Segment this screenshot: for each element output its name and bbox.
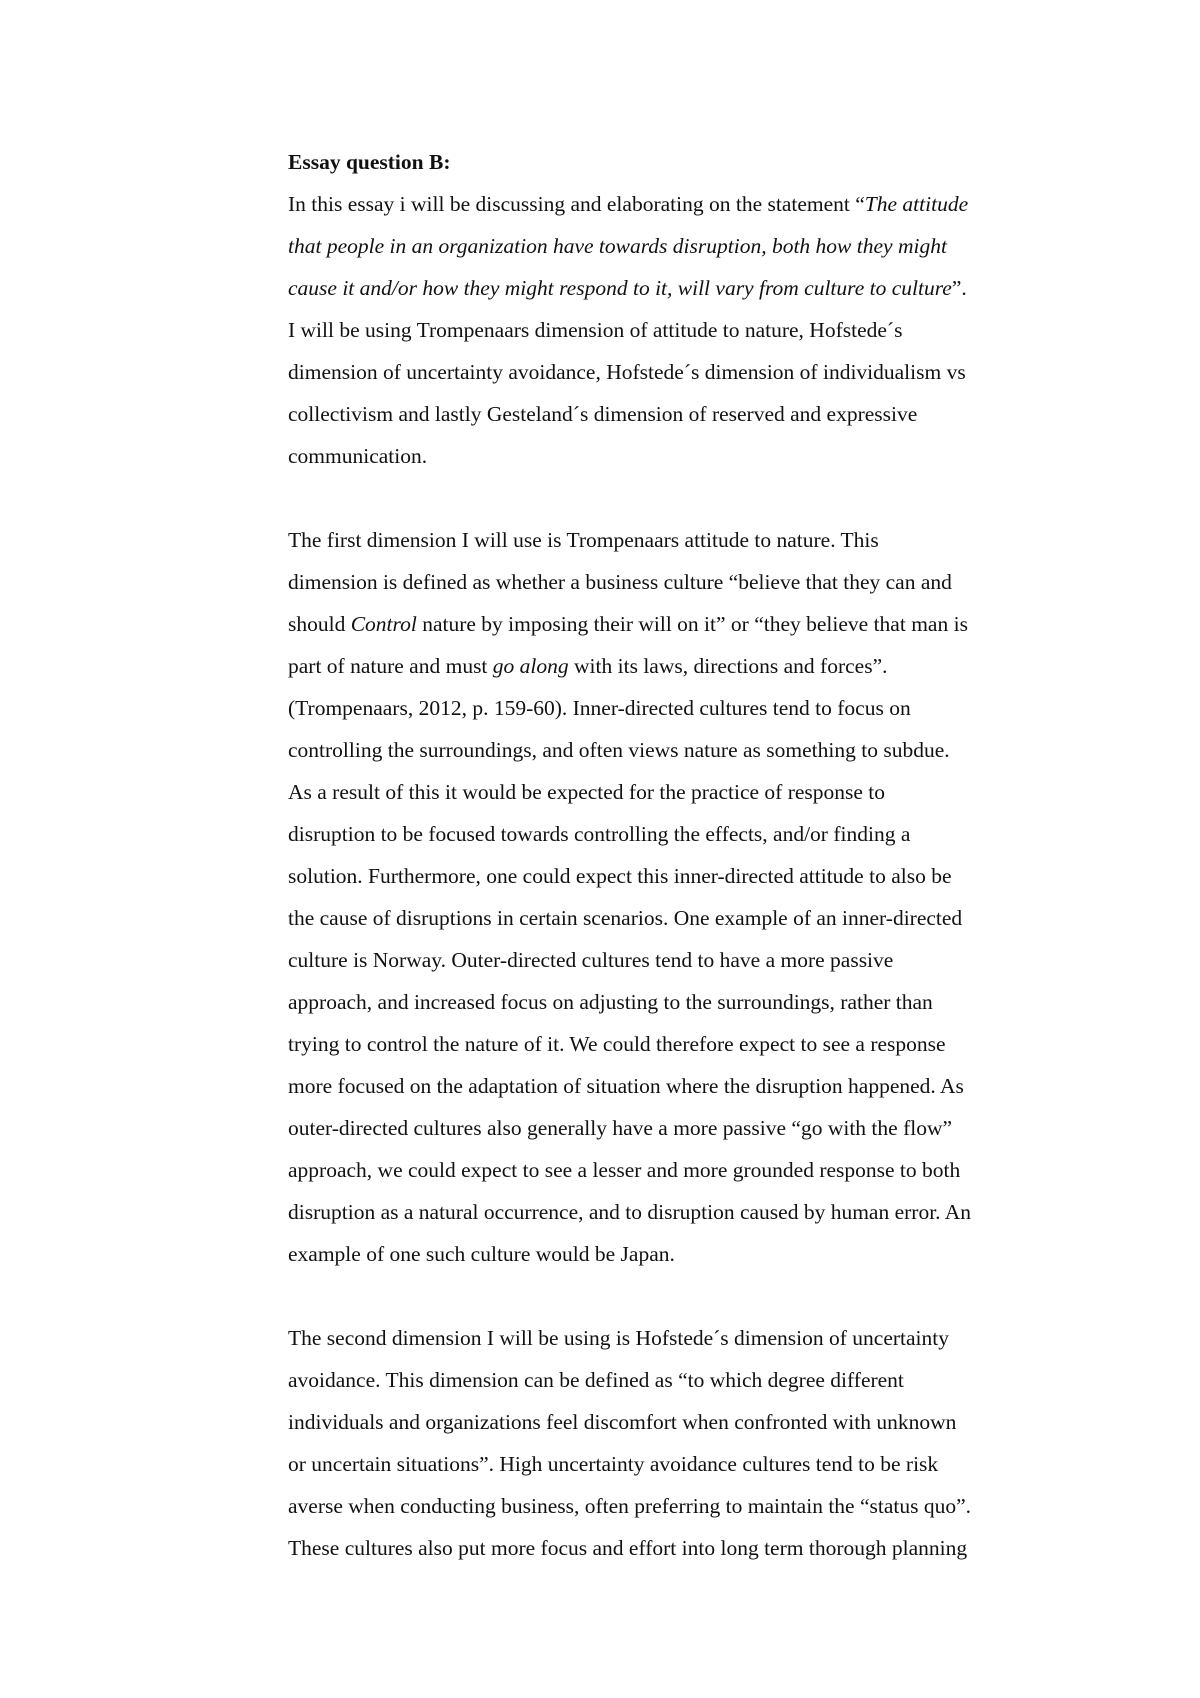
text-span: nature by imposing their will on it” or “they believe that man is [416,612,968,636]
text-line: dimension is defined as whether a business culture “believe that they can and [288,570,952,594]
text-line: averse when conducting business, often preferring to maintain the “status quo”. [288,1494,972,1518]
italic-quote: cause it and/or how they might respond to it, will vary from culture to culture [288,276,952,300]
text-line: outer-directed cultures also generally have a more passive “go with the flow” [288,1116,953,1140]
text-line: communication. [288,444,428,468]
text-line: individuals and organizations feel discomfort when confronted with unknown [288,1410,957,1434]
text-line: As a result of this it would be expected for the practice of response to [288,780,886,804]
text-line: more focused on the adaptation of situation where the disruption happened. As [288,1074,964,1098]
text-line: or uncertain situations”. High uncertainty avoidance cultures tend to be risk [288,1452,939,1476]
text-span: with its laws, directions and forces”. [568,654,888,678]
text-span: part of nature and must [288,654,493,678]
text-line: These cultures also put more focus and effort into long term thorough planning [288,1536,968,1560]
text-span: should [288,612,351,636]
text-line: solution. Furthermore, one could expect this inner-directed attitude to also be [288,864,952,888]
paragraph-trompenaars [288,519,1078,1275]
text-line: the cause of disruptions in certain scenarios. One example of an inner-directed [288,906,963,930]
text-span: ”. [951,276,967,300]
text-span: In this essay i will be discussing and elaborating on the statement “ [288,192,865,216]
italic-term: go along [492,654,569,678]
document-body [288,141,1078,1569]
essay-heading: Essay question B: [288,150,451,174]
italic-quote: The attitude [864,192,969,216]
text-line: The second dimension I will be using is Hofstede´s dimension of uncertainty [288,1326,949,1350]
italic-term: Control [350,612,417,636]
text-line: The first dimension I will use is Trompenaars attitude to nature. This [288,528,879,552]
text-line [288,645,1078,687]
text-line: trying to control the nature of it. We could therefore expect to see a response [288,1032,946,1056]
text-line: (Trompenaars, 2012, p. 159-60). Inner-directed cultures tend to focus on [288,696,911,720]
paragraph-gap [288,1275,1078,1317]
text-line: approach, and increased focus on adjusting to the surroundings, rather than [288,990,933,1014]
text-line: avoidance. This dimension can be defined as “to which degree different [288,1368,904,1392]
text-line: disruption to be focused towards controlling the effects, and/or finding a [288,822,911,846]
text-line: approach, we could expect to see a lesser and more grounded response to both [288,1158,961,1182]
paragraph-intro [288,183,1078,477]
text-line [288,267,1078,309]
italic-quote: that people in an organization have towards disruption, both how they might [288,234,947,258]
text-line [288,603,1078,645]
text-line: controlling the surroundings, and often views nature as something to subdue. [288,738,950,762]
text-line [288,225,1078,267]
text-line: culture is Norway. Outer-directed cultures tend to have a more passive [288,948,894,972]
text-line: I will be using Trompenaars dimension of attitude to nature, Hofstede´s [288,318,903,342]
paragraph-gap [288,477,1078,519]
text-line: collectivism and lastly Gesteland´s dimension of reserved and expressive [288,402,918,426]
paragraph-hofstede-uncertainty [288,1317,1078,1569]
text-line: disruption as a natural occurrence, and to disruption caused by human error. An [288,1200,972,1224]
text-line: dimension of uncertainty avoidance, Hofstede´s dimension of individualism vs [288,360,966,384]
text-line: example of one such culture would be Japan. [288,1242,675,1266]
text-line [288,183,1078,225]
